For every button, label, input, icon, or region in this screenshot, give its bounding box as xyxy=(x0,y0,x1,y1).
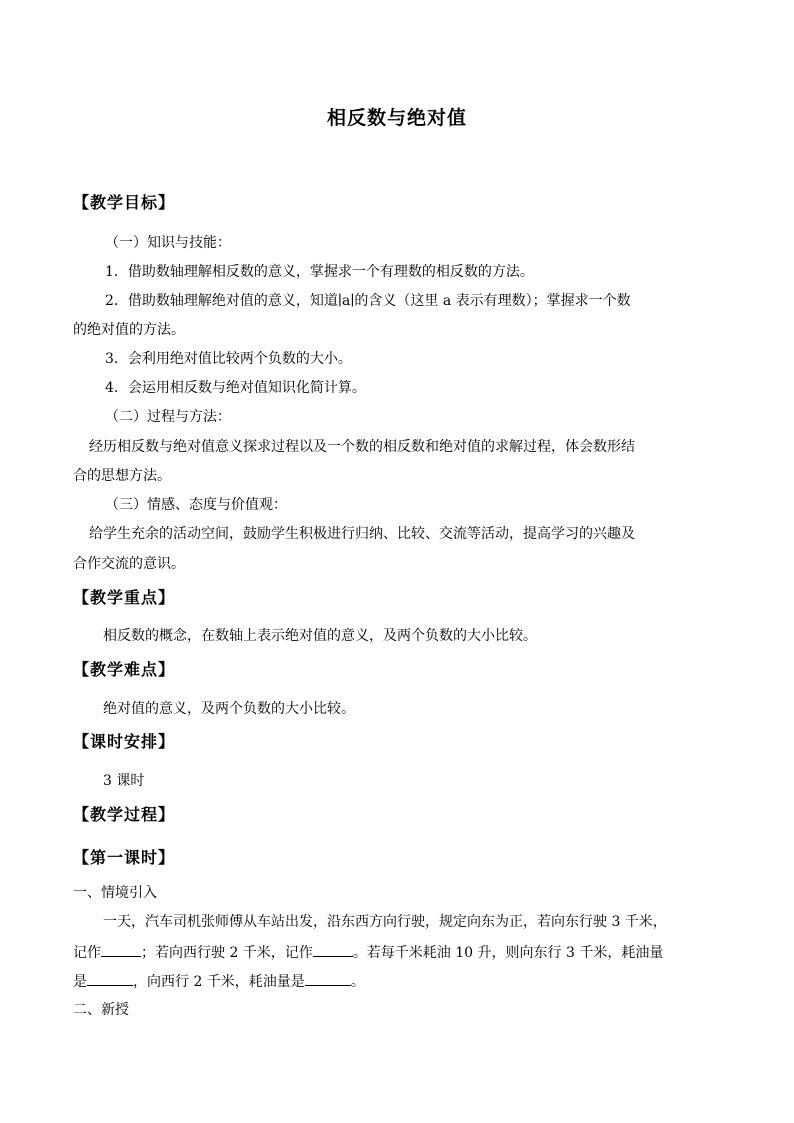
schedule-heading: 【课时安排】 xyxy=(73,732,176,751)
schedule-text: 3 课时 xyxy=(103,773,145,789)
answer-blank-4 xyxy=(305,971,351,986)
objective-item-1: 1．借助数轴理解相反数的意义，掌握求一个有理数的相反数的方法。 xyxy=(105,264,534,280)
intro-text-segment: 。 xyxy=(350,974,365,990)
intro-paragraph-line2 xyxy=(73,942,663,963)
intro-text-segment: 。若每千米耗油 10 升，则向东行 3 千米，耗油量 xyxy=(352,945,664,961)
key-points-text: 相反数的概念，在数轴上表示绝对值的意义，及两个负数的大小比较。 xyxy=(103,628,537,644)
intro-text-segment: ；若向西行驶 2 千米，记作 xyxy=(141,945,313,961)
objective-item-4: 4．会运用相反数与绝对值知识化简计算。 xyxy=(105,380,366,396)
process-method-line2: 合的思想方法。 xyxy=(73,468,171,484)
objective-item-2-line1: 2．借助数轴理解绝对值的意义，知道∣a∣的含义（这里 a 表示有理数）；掌握求一个数 xyxy=(105,293,631,309)
teaching-process-heading: 【教学过程】 xyxy=(73,805,176,824)
section-intro-title: 一、情境引入 xyxy=(73,885,157,901)
answer-blank-3 xyxy=(87,971,133,986)
objectives-sub-process: （二）过程与方法： xyxy=(105,409,231,425)
objectives-heading: 【教学目标】 xyxy=(73,193,176,212)
document-title: 相反数与绝对值 xyxy=(326,107,467,129)
intro-text-segment: ，向西行 2 千米，耗油量是 xyxy=(133,974,305,990)
answer-blank-2 xyxy=(313,942,353,957)
answer-blank-1 xyxy=(101,942,141,957)
intro-paragraph-line1: 一天，汽车司机张师傅从车站出发，沿东西方向行驶，规定向东为正，若向东行驶 3 千米， xyxy=(103,914,667,930)
lesson1-heading: 【第一课时】 xyxy=(73,848,176,867)
intro-text-segment: 记作 xyxy=(73,945,101,961)
process-method-line1: 经历相反数与绝对值意义探求过程以及一个数的相反数和绝对值的求解过程，体会数形结 xyxy=(89,439,635,455)
attitude-line1: 给学生充余的活动空间，鼓励学生积极进行归纳、比较、交流等活动，提高学习的兴趣及 xyxy=(89,526,635,542)
difficulties-heading: 【教学难点】 xyxy=(73,660,176,679)
attitude-line2: 合作交流的意识。 xyxy=(73,556,185,572)
intro-text-segment: 是 xyxy=(73,974,87,990)
key-points-heading: 【教学重点】 xyxy=(73,588,176,607)
objective-item-3: 3．会利用绝对值比较两个负数的大小。 xyxy=(105,351,352,367)
objectives-sub-knowledge: （一）知识与技能： xyxy=(105,235,231,251)
difficulties-text: 绝对值的意义，及两个负数的大小比较。 xyxy=(103,701,355,717)
intro-paragraph-line3 xyxy=(73,971,365,992)
objective-item-2-line2: 的绝对值的方法。 xyxy=(73,322,185,338)
section-new-lesson-title: 二、新授 xyxy=(73,1002,129,1018)
objectives-sub-attitude: （三）情感、态度与价值观： xyxy=(105,497,287,513)
